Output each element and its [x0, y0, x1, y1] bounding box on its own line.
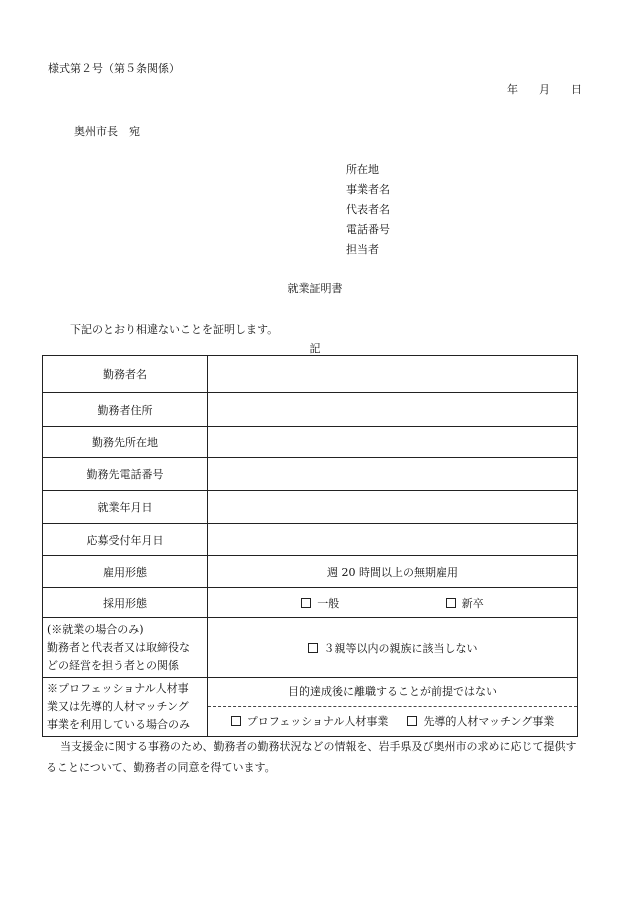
worker-address-label: 勤務者住所: [43, 393, 208, 427]
hiring-type-options: [208, 588, 578, 618]
applicant-field-location: 所在地: [346, 163, 379, 176]
worker-address-field[interactable]: [208, 393, 578, 427]
applicant-field-phone: 電話番号: [346, 223, 390, 236]
workplace-address-label: 勤務先所在地: [43, 427, 208, 458]
hiring-type-label: 採用形態: [43, 588, 208, 618]
consent-footnote: 当支援金に関する事務のため、勤務者の勤務状況などの情報を、岩手県及び奥州市の求めに応じて提供することについて、勤務者の同意を得ています。: [46, 740, 577, 774]
ki-heading: 記: [309, 342, 321, 355]
workplace-address-field[interactable]: [208, 427, 578, 458]
matching-option-lead[interactable]: 先導的人材マッチング事業: [407, 715, 554, 728]
form-number: 様式第２号（第５条関係）: [48, 62, 180, 75]
checkbox-icon[interactable]: [446, 598, 456, 608]
workplace-phone-label: 勤務先電話番号: [43, 458, 208, 491]
hiring-option-new-grad[interactable]: 新卒: [446, 595, 484, 611]
date-month: 月: [539, 83, 550, 96]
table-row: [43, 458, 578, 491]
worker-name-label: 勤務者名: [43, 356, 208, 393]
relation-option[interactable]: ３親等以内の親族に該当しない: [208, 618, 578, 678]
table-row: [43, 588, 578, 618]
date-line: [507, 81, 582, 97]
workplace-phone-field[interactable]: [208, 458, 578, 491]
checkbox-icon[interactable]: [308, 643, 318, 653]
applicant-field-contact: 担当者: [346, 243, 379, 256]
checkbox-icon[interactable]: [407, 716, 417, 726]
hiring-option-general[interactable]: 一般: [301, 595, 339, 611]
table-row: [43, 356, 578, 393]
checkbox-icon[interactable]: [301, 598, 311, 608]
matching-option-pro[interactable]: プロフェッショナル人材事業: [231, 715, 389, 728]
applicant-field-company: 事業者名: [346, 183, 390, 196]
application-date-field[interactable]: [208, 524, 578, 556]
matching-label: ※プロフェッショナル人材事 業又は先導的人材マッチング 事業を利用している場合のみ: [43, 678, 208, 737]
table-row: [43, 393, 578, 427]
table-row: [43, 618, 578, 678]
employment-form-label: 雇用形態: [43, 556, 208, 588]
table-row: [43, 556, 578, 588]
document-title: 就業証明書: [287, 282, 343, 295]
date-day: 日: [571, 83, 582, 96]
addressee: 奥州市長 宛: [74, 125, 140, 138]
application-date-label: 応募受付年月日: [43, 524, 208, 556]
intro-text: 下記のとおり相違ないことを証明します。: [70, 323, 279, 336]
table-row: [43, 524, 578, 556]
applicant-block: [346, 160, 390, 260]
applicant-field-representative: 代表者名: [346, 203, 390, 216]
table-row: [43, 427, 578, 458]
relation-label: (※就業の場合のみ) 勤務者と代表者又は取締役な どの経営を担う者との関係: [43, 618, 208, 678]
checkbox-icon[interactable]: [231, 716, 241, 726]
table-row: [43, 678, 578, 737]
matching-condition: 目的達成後に離職することが前提ではない: [208, 678, 577, 707]
matching-options: [208, 707, 577, 736]
matching-cell: [208, 678, 578, 737]
employment-date-field[interactable]: [208, 491, 578, 524]
date-year: 年: [507, 83, 518, 96]
employment-date-label: 就業年月日: [43, 491, 208, 524]
employment-form-value: 週 20 時間以上の無期雇用: [208, 556, 578, 588]
table-row: [43, 491, 578, 524]
worker-name-field[interactable]: [208, 356, 578, 393]
certificate-table: [42, 355, 578, 737]
